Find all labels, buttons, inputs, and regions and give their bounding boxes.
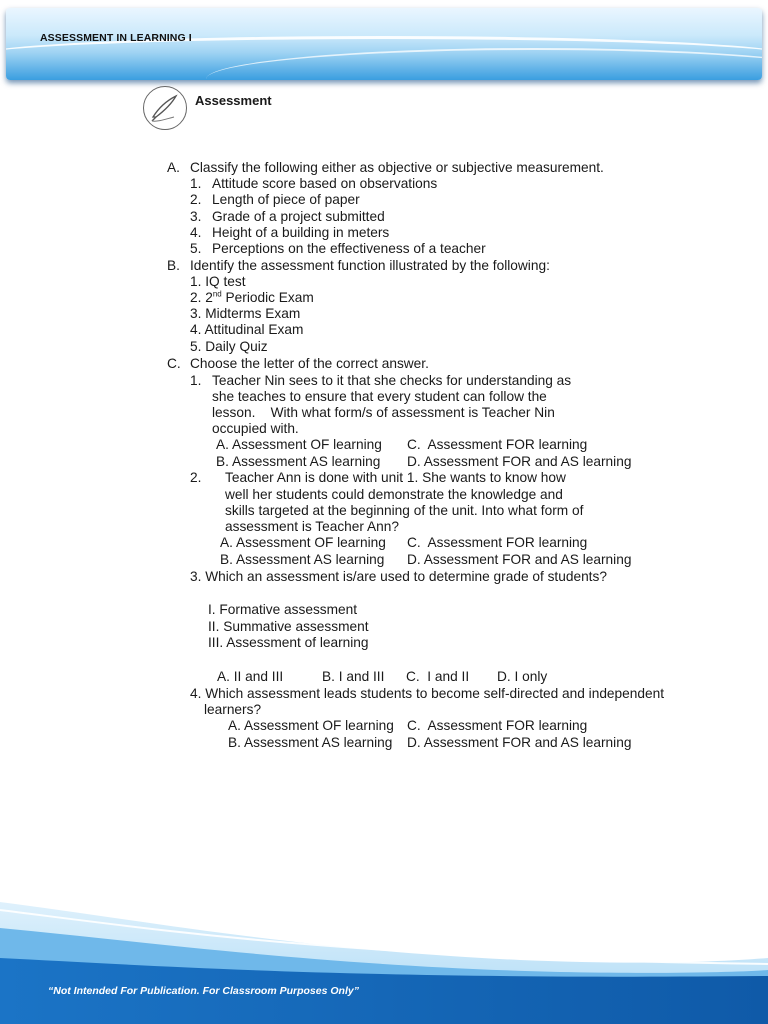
answer-choice: B. Assessment AS learning	[228, 735, 393, 750]
list-item-number: 4.	[190, 225, 202, 240]
list-item: 4. Attitudinal Exam	[190, 322, 304, 337]
list-item: Perceptions on the effectiveness of a teacher	[212, 241, 486, 256]
list-item: Length of piece of paper	[212, 192, 360, 207]
roman-option: II. Summative assessment	[208, 619, 369, 634]
question-line: Teacher Nin sees to it that she checks for understanding as	[212, 373, 572, 388]
section-heading: Assessment	[195, 93, 272, 108]
list-item-number: 1.	[190, 176, 202, 191]
list-item	[190, 290, 314, 306]
question-line: learners?	[204, 702, 262, 717]
part-a-label: A.	[167, 160, 180, 175]
question-line: occupied with.	[212, 421, 299, 436]
list-item-number: 2.	[190, 192, 202, 207]
answer-choice: C. I and II	[406, 669, 470, 684]
answer-choice: A. Assessment OF learning	[216, 437, 382, 452]
question-line: skills targeted at the beginning of the unit. Into what form of	[225, 503, 584, 518]
answer-choice: B. Assessment AS learning	[220, 552, 385, 567]
list-item-number: 5.	[190, 241, 202, 256]
question-line: Teacher Ann is done with unit 1. She wants to know how	[225, 470, 566, 485]
answer-choice: A. Assessment OF learning	[228, 718, 394, 733]
answer-choice: D. Assessment FOR and AS learning	[407, 735, 632, 750]
question-line: she teaches to ensure that every student can follow the	[212, 389, 547, 404]
list-item-number: 3.	[190, 209, 202, 224]
part-a-instruction: Classify the following either as objective or subjective measurement.	[190, 160, 604, 175]
list-item-text: Periodic Exam	[221, 290, 314, 305]
header-banner	[6, 8, 762, 80]
answer-choice: A. II and III	[217, 669, 284, 684]
list-item: Height of a building in meters	[212, 225, 390, 240]
question-number: 2.	[190, 470, 202, 485]
roman-option: I. Formative assessment	[208, 602, 358, 617]
answer-choice: D. I only	[497, 669, 548, 684]
part-c-instruction: Choose the letter of the correct answer.	[190, 356, 429, 371]
list-item: Attitude score based on observations	[212, 176, 438, 191]
answer-choice: D. Assessment FOR and AS learning	[407, 552, 632, 567]
question-line: 3. Which an assessment is/are used to determine grade of students?	[190, 569, 607, 584]
footer-wave	[0, 880, 768, 1024]
header-title: ASSESSMENT IN LEARNING I	[40, 32, 192, 44]
list-item: Grade of a project submitted	[212, 209, 385, 224]
list-item-text: 2. 2	[190, 290, 213, 305]
answer-choice: D. Assessment FOR and AS learning	[407, 454, 632, 469]
part-b-label: B.	[167, 258, 180, 273]
question-line: lesson. With what form/s of assessment is Teacher Nin	[212, 405, 555, 420]
footer-disclaimer: “Not Intended For Publication. For Classroom Purposes Only”	[48, 985, 359, 997]
list-item: 1. IQ test	[190, 274, 246, 289]
roman-option: III. Assessment of learning	[208, 635, 369, 650]
answer-choice: C. Assessment FOR learning	[407, 437, 588, 452]
list-item: 3. Midterms Exam	[190, 306, 301, 321]
question-number: 1.	[190, 373, 202, 388]
ordinal-suffix: nd	[212, 289, 222, 299]
question-line: well her students could demonstrate the knowledge and	[225, 487, 563, 502]
list-item: 5. Daily Quiz	[190, 339, 268, 354]
answer-choice: C. Assessment FOR learning	[407, 535, 588, 550]
part-c-label: C.	[167, 356, 181, 371]
quill-pen-icon	[143, 86, 187, 130]
answer-choice: B. Assessment AS learning	[216, 454, 381, 469]
answer-choice: C. Assessment FOR learning	[407, 718, 588, 733]
question-line: assessment is Teacher Ann?	[225, 519, 399, 534]
question-line: 4. Which assessment leads students to become self-directed and independent	[190, 686, 665, 701]
part-b-instruction: Identify the assessment function illustrated by the following:	[190, 258, 550, 273]
answer-choice: A. Assessment OF learning	[220, 535, 386, 550]
answer-choice: B. I and III	[322, 669, 385, 684]
